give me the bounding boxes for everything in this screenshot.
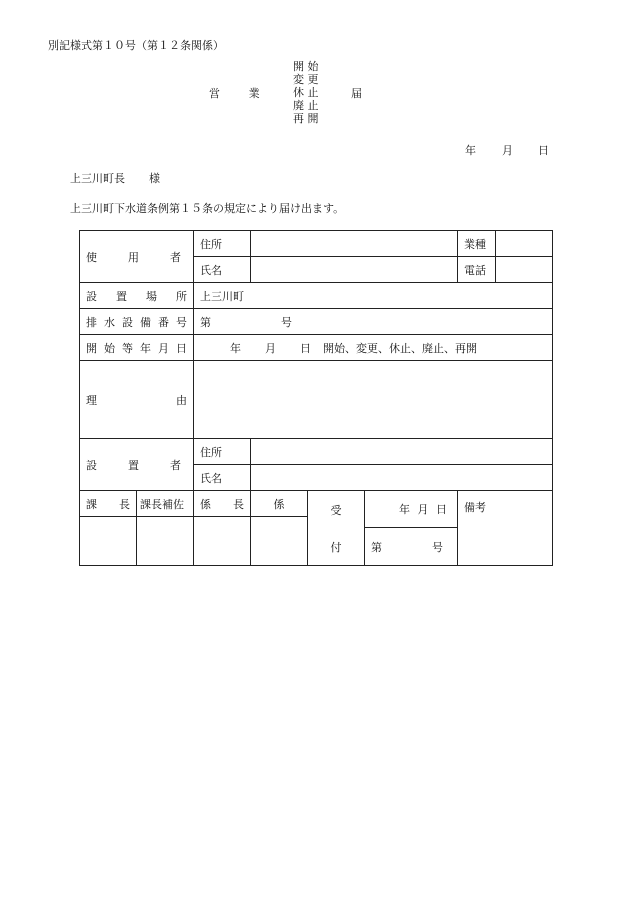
remarks-cell[interactable] <box>458 491 553 566</box>
notification-form <box>79 230 553 566</box>
user-name-field[interactable] <box>251 257 458 283</box>
receipt-date[interactable]: 年 月 日 <box>365 491 458 528</box>
approval-section-chief: 課 長 <box>80 491 137 517</box>
installer-address-row <box>80 439 553 465</box>
installer-name-field[interactable] <box>251 465 553 491</box>
date-month-label[interactable]: 月 <box>502 144 513 157</box>
title-option-start: 開 始 <box>293 60 319 73</box>
user-name-label: 氏名 <box>194 257 251 283</box>
date-day-label[interactable]: 日 <box>538 144 549 157</box>
phone-label: 電話 <box>458 257 496 283</box>
form-reference: 別記様式第１０号（第１２条関係） <box>48 39 224 52</box>
phone-field[interactable] <box>496 257 553 283</box>
seal-deputy-chief[interactable] <box>137 517 194 566</box>
start-date-field[interactable]: 年 月 日 開始、変更、休止、廃止、再開 <box>194 335 553 361</box>
industry-field[interactable] <box>496 231 553 257</box>
approval-staff: 係 <box>251 491 308 517</box>
industry-label: 業種 <box>458 231 496 257</box>
title-option-suspend: 休 止 <box>293 86 319 99</box>
approval-unit-chief: 係 長 <box>194 491 251 517</box>
installer-label-cell: 設 置 者 <box>80 439 194 491</box>
seal-staff[interactable] <box>251 517 308 566</box>
user-address-field[interactable] <box>251 231 458 257</box>
installer-address-label: 住所 <box>194 439 251 465</box>
installer-address-field[interactable] <box>251 439 553 465</box>
location-field[interactable]: 上三川町 <box>194 283 553 309</box>
reason-label: 理 由 <box>80 361 194 439</box>
receipt-label: 受 付 <box>308 491 365 566</box>
approval-header-row <box>80 491 553 517</box>
date-year-label[interactable]: 年 <box>465 144 476 157</box>
title-option-resume: 再 開 <box>293 112 319 125</box>
location-label: 設 置 場 所 <box>80 283 194 309</box>
notification-kinds: 開始、変更、休止、廃止、再開 <box>323 341 477 355</box>
title-prefix: 営 業 <box>209 87 262 100</box>
reason-field[interactable] <box>194 361 553 439</box>
title-option-abolish: 廃 止 <box>293 99 319 112</box>
drain-number-label: 排 水 設 備 番 号 <box>80 309 194 335</box>
approval-deputy-chief: 課長補佐 <box>137 491 194 517</box>
installer-name-label: 氏名 <box>194 465 251 491</box>
title-option-change: 変 更 <box>293 73 319 86</box>
start-date-label: 開 始 等 年 月 日 <box>80 335 194 361</box>
user-address-label: 住所 <box>194 231 251 257</box>
remarks-label: 備考 <box>464 501 486 514</box>
seal-unit-chief[interactable] <box>194 517 251 566</box>
user-address-row <box>80 231 553 257</box>
location-row <box>80 283 553 309</box>
drain-number-row <box>80 309 553 335</box>
start-date-row <box>80 335 553 361</box>
seal-section-chief[interactable] <box>80 517 137 566</box>
addressee-honorific: 様 <box>149 172 160 185</box>
reason-row <box>80 361 553 439</box>
drain-number-field[interactable]: 第 号 <box>194 309 553 335</box>
addressee <box>70 172 160 185</box>
intro-statement: 上三川町下水道条例第１５条の規定により届け出ます。 <box>70 202 345 215</box>
title-suffix: 届 <box>351 87 362 100</box>
receipt-number[interactable]: 第 号 <box>365 528 458 566</box>
addressee-name: 上三川町長 <box>70 172 125 185</box>
user-label-cell: 使 用 者 <box>80 231 194 283</box>
